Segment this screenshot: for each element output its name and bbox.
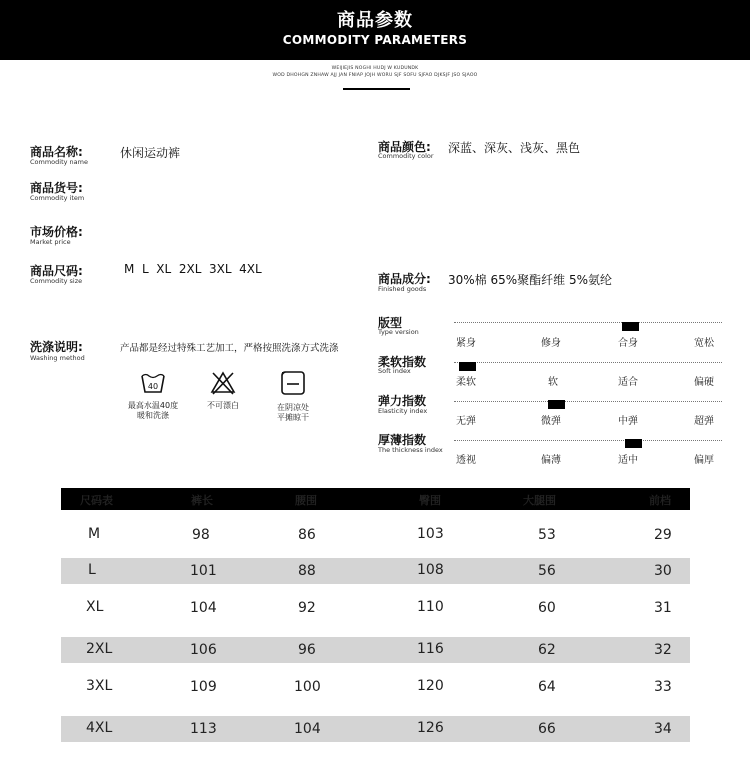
- table-row: [61, 558, 690, 584]
- name-value: 休闲运动裤: [120, 146, 181, 160]
- washing-value: 产品都是经过特殊工艺加工，严格按照洗涤方式洗涤: [120, 343, 339, 354]
- washing-sub: Washing method: [30, 354, 85, 362]
- no-bleach-caption: [192, 401, 254, 411]
- cell-rise: 31: [654, 600, 672, 616]
- cell-hip: 116: [417, 641, 444, 657]
- wash-40-caption: [118, 401, 188, 421]
- table-row: [61, 637, 690, 663]
- scale-elastic-opt-3: 中弹: [618, 416, 638, 427]
- header-size: 尺码表: [80, 494, 113, 507]
- scale-thickness-opt-1: 透视: [456, 455, 476, 466]
- cell-thigh: 60: [538, 600, 556, 616]
- scale-type-opt-4: 宽松: [694, 338, 714, 349]
- cell-rise: 30: [654, 563, 672, 579]
- scale-thickness-line: [454, 440, 722, 441]
- cell-rise: 32: [654, 642, 672, 658]
- title-cn: 商品参数: [337, 10, 413, 31]
- cell-rise: 34: [654, 721, 672, 737]
- material-sub: Finished goods: [378, 285, 427, 293]
- cell-rise: 29: [654, 527, 672, 543]
- scale-elastic-opt-4: 超弹: [694, 416, 714, 427]
- wash-temp: 40: [147, 382, 159, 391]
- table-row: [61, 510, 690, 548]
- cell-waist: 100: [294, 679, 321, 695]
- table-row: [61, 665, 690, 703]
- size-value: M L XL 2XL 3XL 4XL: [124, 262, 262, 276]
- scale-elastic-sub: Elasticity index: [378, 407, 428, 415]
- material-value: 30%棉 65%聚酯纤维 5%氨纶: [448, 273, 613, 287]
- scale-thickness-sub: The thickness index: [378, 446, 443, 454]
- header-rise: 前档: [649, 494, 671, 507]
- scale-elastic-line: [454, 401, 722, 402]
- cell-waist: 92: [298, 600, 316, 616]
- cell-waist: 86: [298, 527, 316, 543]
- item-sub: Commodity item: [30, 194, 85, 202]
- wash-40-cap2: 暖和洗涤: [137, 411, 169, 420]
- cell-size: 4XL: [86, 720, 113, 736]
- no-bleach-icon: [210, 370, 236, 396]
- size-sub: Commodity size: [30, 277, 83, 285]
- scale-type-line: [454, 322, 722, 323]
- shade-dry-caption: [262, 403, 324, 423]
- cell-hip: 120: [417, 678, 444, 694]
- cell-size: 2XL: [86, 641, 113, 657]
- cell-thigh: 53: [538, 527, 556, 543]
- scale-soft-opt-3: 适合: [618, 377, 638, 388]
- cell-size: M: [88, 526, 101, 542]
- cell-thigh: 62: [538, 642, 556, 658]
- item-label: 商品货号:: [30, 181, 83, 195]
- scale-thickness-opt-3: 适中: [618, 455, 638, 466]
- scale-soft-marker: [459, 362, 476, 371]
- scale-soft-opt-1: 柔软: [456, 377, 476, 388]
- size-table: [61, 488, 690, 742]
- washing-label: 洗涤说明:: [30, 340, 83, 354]
- header-divider: [343, 88, 410, 90]
- scale-soft-line: [454, 362, 722, 363]
- cell-waist: 88: [298, 563, 316, 579]
- scale-thickness-opt-2: 偏薄: [541, 455, 561, 466]
- shade-dry-icon: [280, 370, 306, 396]
- header-banner: [0, 0, 750, 60]
- header-waist: 腰围: [295, 494, 317, 507]
- tiny-text-2: WOD DHOHGN ZNHAW AJJ JAN FNIAP JOJH WORU SJF SOFU SJFAO DJKSJF JSO SJAOO: [272, 73, 478, 78]
- scale-thickness-opt-4: 偏厚: [694, 455, 714, 466]
- scale-elastic-opt-1: 无弹: [456, 416, 476, 427]
- header-length: 裤长: [191, 494, 213, 507]
- cell-length: 101: [190, 563, 217, 579]
- cell-size: XL: [86, 599, 104, 615]
- color-value: 深蓝、深灰、浅灰、黑色: [448, 141, 581, 155]
- scale-soft-sub: Soft index: [378, 367, 411, 375]
- cell-waist: 96: [298, 642, 316, 658]
- cell-waist: 104: [294, 721, 321, 737]
- cell-length: 104: [190, 600, 217, 616]
- shade-dry-cap2: 平摊晾干: [277, 413, 309, 422]
- scale-type-sub: Type version: [378, 328, 419, 336]
- scale-type-opt-2: 修身: [541, 338, 561, 349]
- cell-length: 113: [190, 721, 217, 737]
- shade-dry-cap1: 在阴凉处: [277, 403, 309, 412]
- price-label: 市场价格:: [30, 225, 83, 239]
- scale-type-marker: [622, 322, 639, 331]
- cell-thigh: 66: [538, 721, 556, 737]
- size-table-header: [61, 488, 690, 510]
- title-en: COMMODITY PARAMETERS: [282, 33, 468, 47]
- price-sub: Market price: [30, 238, 71, 246]
- table-row: [61, 716, 690, 742]
- cell-length: 109: [190, 679, 217, 695]
- cell-size: L: [88, 562, 96, 578]
- cell-thigh: 64: [538, 679, 556, 695]
- scale-thickness-title: 厚薄指数: [378, 433, 427, 447]
- scale-elastic-marker: [548, 400, 565, 409]
- no-bleach-cap1: 不可漂白: [207, 401, 239, 410]
- cell-length: 106: [190, 642, 217, 658]
- scale-soft-opt-4: 偏硬: [694, 377, 714, 388]
- cell-hip: 108: [417, 562, 444, 578]
- scale-thickness-marker: [625, 439, 642, 448]
- color-sub: Commodity color: [378, 152, 434, 160]
- scale-soft-opt-2: 软: [548, 377, 558, 388]
- header-hip: 臀围: [419, 494, 441, 507]
- cell-size: 3XL: [86, 678, 113, 694]
- color-label: 商品颜色:: [378, 140, 431, 154]
- cell-thigh: 56: [538, 563, 556, 579]
- size-label: 商品尺码:: [30, 264, 83, 278]
- scale-type-opt-3: 合身: [618, 338, 638, 349]
- scale-elastic-title: 弹力指数: [378, 394, 427, 408]
- header-thigh: 大腿围: [523, 494, 556, 507]
- cell-hip: 126: [417, 720, 444, 736]
- name-label: 商品名称:: [30, 145, 83, 159]
- cell-hip: 103: [417, 526, 444, 542]
- cell-hip: 110: [417, 599, 444, 615]
- cell-rise: 33: [654, 679, 672, 695]
- scale-elastic-opt-2: 微弹: [541, 416, 561, 427]
- name-sub: Commodity name: [30, 158, 88, 166]
- table-row: [61, 586, 690, 624]
- wash-40-icon: [140, 370, 166, 396]
- tiny-text-1: WEIJIEJIS NOGHI HUDJ W KUDUNDK: [331, 66, 419, 71]
- scale-type-opt-1: 紧身: [456, 338, 476, 349]
- wash-40-cap1: 最高水温40度: [127, 401, 179, 410]
- material-label: 商品成分:: [378, 272, 431, 286]
- cell-length: 98: [192, 527, 210, 543]
- scale-soft-title: 柔软指数: [378, 355, 427, 369]
- scale-type-title: 版型: [378, 316, 403, 330]
